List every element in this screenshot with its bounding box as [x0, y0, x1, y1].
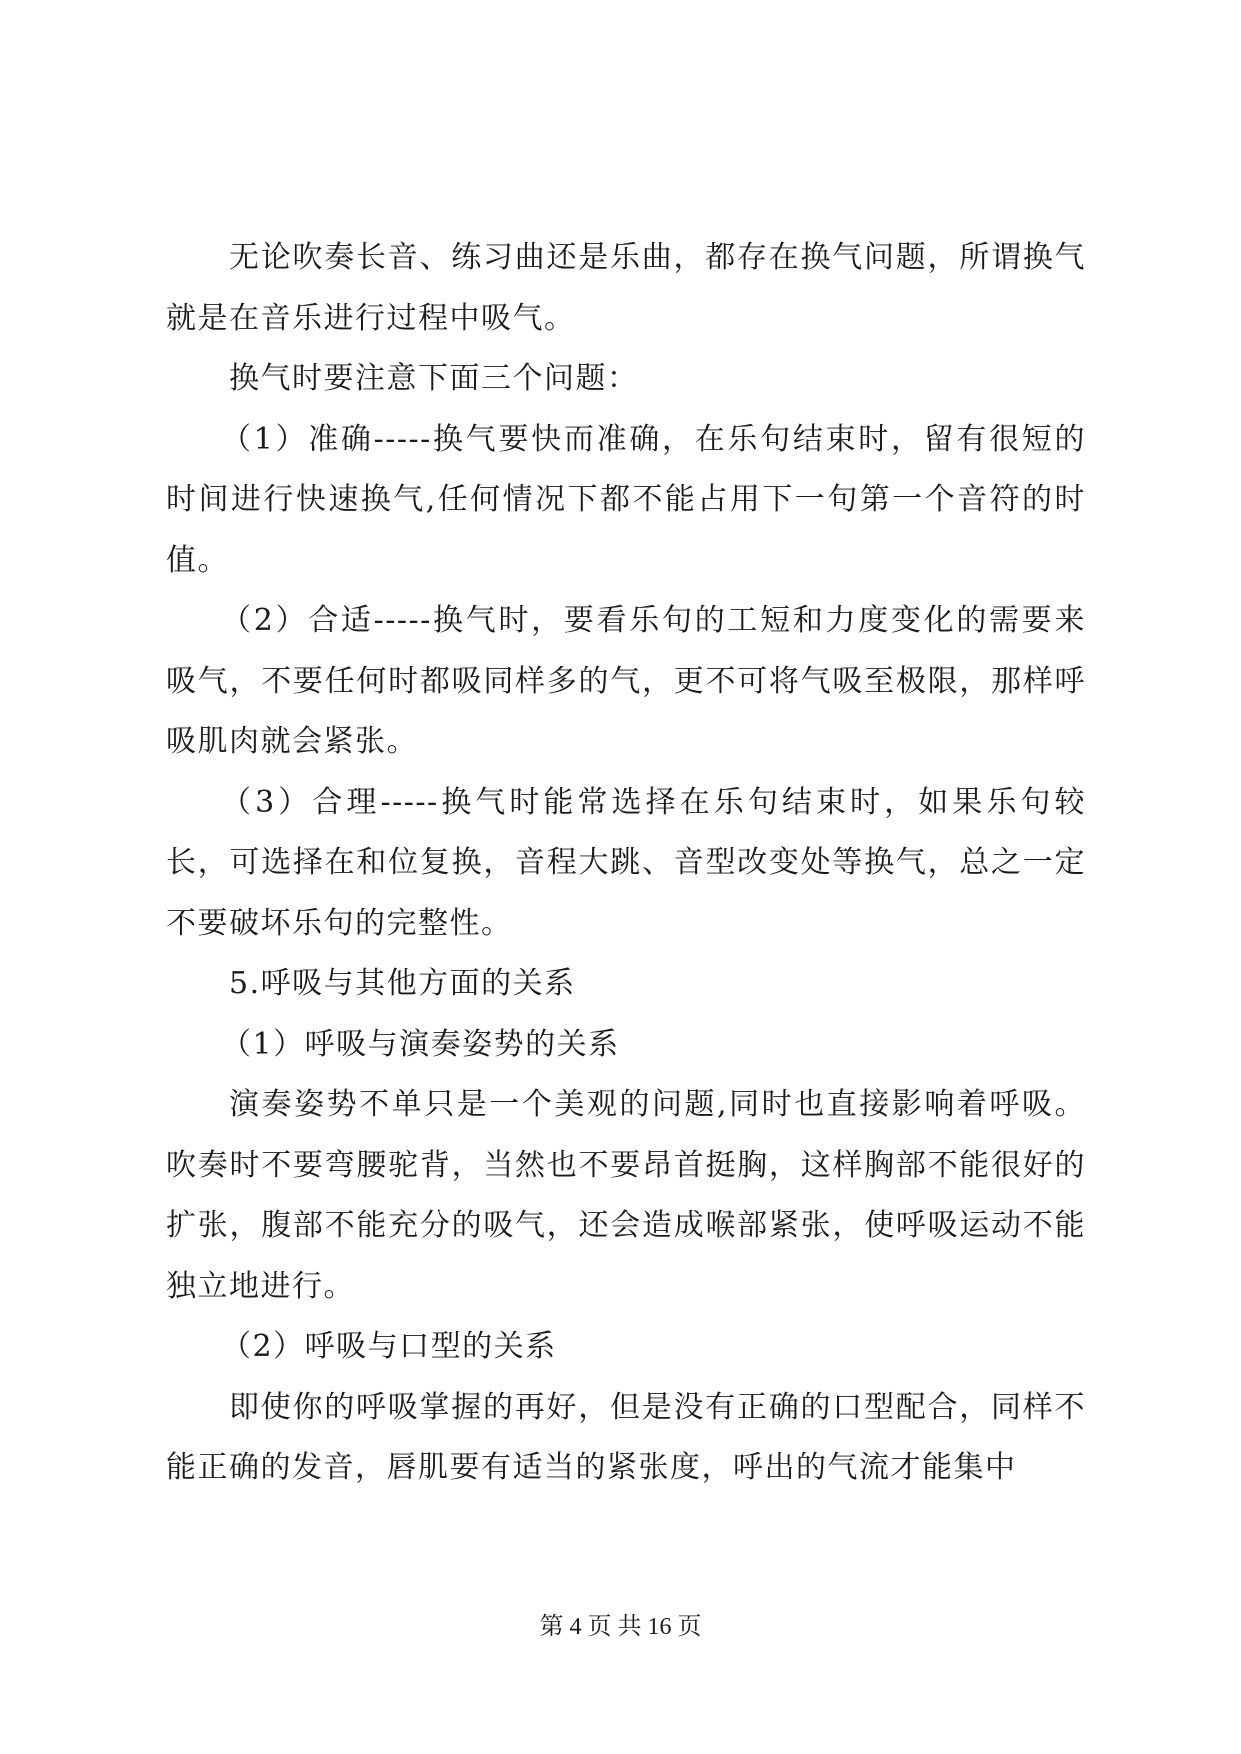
paragraph-posture: 演奏姿势不单只是一个美观的问题,同时也直接影响着呼吸。吹奏时不要弯腰驼背，当然也不要昂首挺胸，这样胸部不能很好的扩张，腹部不能充分的吸气，还会造成喉部紧张，使呼吸运动不能独立地进行。 — [166, 1087, 1086, 1304]
paragraph-embouchure: 即使你的呼吸掌握的再好，但是没有正确的口型配合，同样不能正确的发音，唇肌要有适当的紧张度，呼出的气流才能集中 — [166, 1389, 1086, 1485]
paragraph-three-issues: 换气时要注意下面三个问题： — [229, 361, 639, 396]
paragraph-appropriate: （2）合适-----换气时，要看乐句的工短和力度变化的需要来吸气，不要任何时都吸同样多的气，更不可将气吸至极限，那样呼吸肌肉就会紧张。 — [166, 603, 1086, 759]
document-body — [166, 228, 1086, 1499]
subheading-posture: （1）呼吸与演奏姿势的关系 — [221, 1026, 620, 1062]
paragraph-reasonable: （3）合理-----换气时能常选择在乐句结束时，如果乐句较长，可选择在和位复换，音程大跳、音型改变处等换气，总之一定不要破坏乐句的完整性。 — [166, 784, 1086, 941]
subheading-embouchure: （2）呼吸与口型的关系 — [221, 1329, 557, 1364]
paragraph-accurate: （1）准确-----换气要快而准确，在乐句结束时，留有很短的时间进行快速换气,任何情况下都不能占用下一句第一个音符的时值。 — [166, 421, 1086, 578]
section-heading-5: 5.呼吸与其他方面的关系 — [229, 966, 576, 1001]
page-footer: 第 4 页 共 16 页 — [539, 1614, 702, 1640]
paragraph-breathing-intro: 无论吹奏长音、练习曲还是乐曲，都存在换气问题，所谓换气就是在音乐进行过程中吸气。 — [166, 240, 1086, 336]
